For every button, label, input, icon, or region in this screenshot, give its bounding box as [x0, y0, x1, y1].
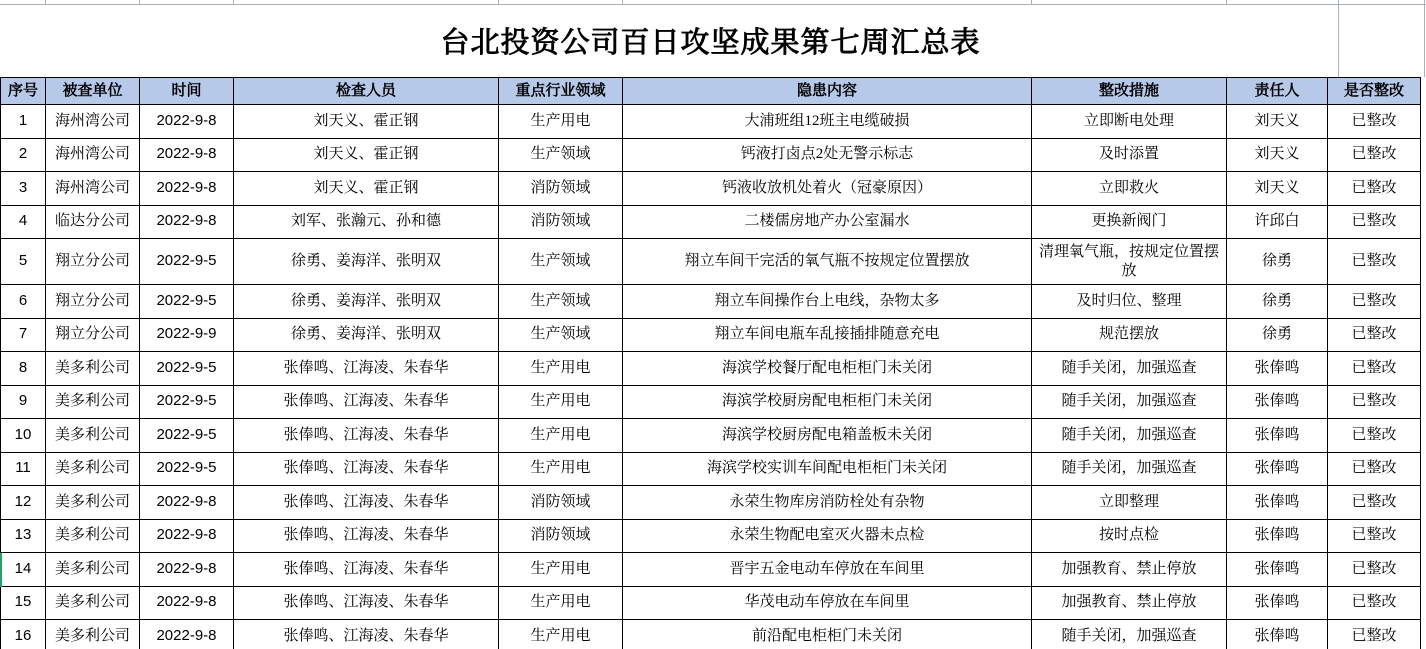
column-header-8[interactable]: 责任人: [1227, 78, 1328, 105]
cell[interactable]: 14: [1, 553, 46, 587]
table-row: [1, 620, 1421, 649]
cell[interactable]: 生产用电: [499, 452, 623, 486]
column-header-6[interactable]: 隐患内容: [623, 78, 1032, 105]
cell[interactable]: 徐勇、姜海洋、张明双: [234, 318, 499, 352]
cell[interactable]: 徐勇: [1227, 239, 1328, 285]
cell[interactable]: 随手关闭，加强巡查: [1032, 385, 1227, 419]
table-row: [1, 285, 1421, 319]
cell[interactable]: 已整改: [1328, 620, 1421, 649]
cell[interactable]: 随手关闭，加强巡查: [1032, 419, 1227, 453]
cell[interactable]: 徐勇: [1227, 285, 1328, 319]
cell[interactable]: 张俸鸣、江海凌、朱春华: [234, 586, 499, 620]
cell[interactable]: 美多利公司: [46, 452, 140, 486]
cell[interactable]: 生产用电: [499, 105, 623, 139]
cell[interactable]: 大浦班组12班主电缆破损: [623, 105, 1032, 139]
cell[interactable]: 及时归位、整理: [1032, 285, 1227, 319]
cell[interactable]: 2022-9-5: [140, 385, 234, 419]
cell[interactable]: 已整改: [1328, 239, 1421, 285]
cell[interactable]: 2022-9-8: [140, 519, 234, 553]
cell[interactable]: 晋宇五金电动车停放在车间里: [623, 553, 1032, 587]
cell[interactable]: 海滨学校餐厅配电柜柜门未关闭: [623, 352, 1032, 386]
cell[interactable]: 张俸鸣、江海凌、朱春华: [234, 620, 499, 649]
cell[interactable]: 2022-9-8: [140, 620, 234, 649]
cell[interactable]: 翔立车间操作台上电线，杂物太多: [623, 285, 1032, 319]
cell[interactable]: 华茂电动车停放在车间里: [623, 586, 1032, 620]
cell[interactable]: 11: [1, 452, 46, 486]
cell[interactable]: 规范摆放: [1032, 318, 1227, 352]
cell[interactable]: 2022-9-8: [140, 553, 234, 587]
cell[interactable]: 6: [1, 285, 46, 319]
cell[interactable]: 7: [1, 318, 46, 352]
table-row: [1, 452, 1421, 486]
cell[interactable]: 永荣生物配电室灭火器未点检: [623, 519, 1032, 553]
cell[interactable]: 16: [1, 620, 46, 649]
cell[interactable]: 翔立车间电瓶车乱接插排随意充电: [623, 318, 1032, 352]
cell[interactable]: 张俸鸣: [1227, 352, 1328, 386]
cell[interactable]: 刘天义、霍正钢: [234, 138, 499, 172]
column-header-2[interactable]: 被查单位: [46, 78, 140, 105]
cell[interactable]: 生产用电: [499, 586, 623, 620]
cell[interactable]: 张俸鸣、江海凌、朱春华: [234, 519, 499, 553]
cell[interactable]: 永荣生物库房消防栓处有杂物: [623, 486, 1032, 520]
cell[interactable]: 徐勇、姜海洋、张明双: [234, 239, 499, 285]
column-header-4[interactable]: 检查人员: [234, 78, 499, 105]
cell[interactable]: 美多利公司: [46, 352, 140, 386]
cell[interactable]: 消防领域: [499, 486, 623, 520]
table-row: [1, 205, 1421, 239]
cell[interactable]: 海州湾公司: [46, 138, 140, 172]
cell[interactable]: 15: [1, 586, 46, 620]
cell[interactable]: 海滨学校实训车间配电柜柜门未关闭: [623, 452, 1032, 486]
cell[interactable]: 消防领域: [499, 205, 623, 239]
cell[interactable]: 翔立车间干完活的氧气瓶不按规定位置摆放: [623, 239, 1032, 285]
cell[interactable]: 美多利公司: [46, 385, 140, 419]
cell[interactable]: 张俸鸣: [1227, 385, 1328, 419]
cell[interactable]: 徐勇: [1227, 318, 1328, 352]
cell[interactable]: 刘军、张瀚元、孙和德: [234, 205, 499, 239]
table-row: [1, 239, 1421, 285]
cell[interactable]: 生产领域: [499, 285, 623, 319]
cell[interactable]: 张俸鸣、江海凌、朱春华: [234, 385, 499, 419]
column-header-3[interactable]: 时间: [140, 78, 234, 105]
cell[interactable]: 已整改: [1328, 105, 1421, 139]
cell[interactable]: 前沿配电柜柜门未关闭: [623, 620, 1032, 649]
cell[interactable]: 2022-9-8: [140, 105, 234, 139]
cell[interactable]: 12: [1, 486, 46, 520]
cell[interactable]: 临达分公司: [46, 205, 140, 239]
cell[interactable]: 美多利公司: [46, 620, 140, 649]
cell[interactable]: 2: [1, 138, 46, 172]
cell[interactable]: 消防领域: [499, 519, 623, 553]
cell[interactable]: 已整改: [1328, 519, 1421, 553]
cell[interactable]: 美多利公司: [46, 419, 140, 453]
cell[interactable]: 5: [1, 239, 46, 285]
cell[interactable]: 翔立分公司: [46, 239, 140, 285]
cell[interactable]: 2022-9-5: [140, 352, 234, 386]
cell[interactable]: 生产领域: [499, 239, 623, 285]
cell[interactable]: 已整改: [1328, 553, 1421, 587]
cell[interactable]: 美多利公司: [46, 519, 140, 553]
table-row: [1, 419, 1421, 453]
cell[interactable]: 徐勇、姜海洋、张明双: [234, 285, 499, 319]
table-row: [1, 138, 1421, 172]
cell[interactable]: 2022-9-8: [140, 586, 234, 620]
cell[interactable]: 随手关闭，加强巡查: [1032, 352, 1227, 386]
cell[interactable]: 美多利公司: [46, 486, 140, 520]
cell[interactable]: 生产用电: [499, 352, 623, 386]
cell[interactable]: 刘天义、霍正钢: [234, 105, 499, 139]
cell[interactable]: 1: [1, 105, 46, 139]
cell[interactable]: 立即整理: [1032, 486, 1227, 520]
cell[interactable]: 生产领域: [499, 138, 623, 172]
cell[interactable]: 张俸鸣、江海凌、朱春华: [234, 553, 499, 587]
cell[interactable]: 2022-9-5: [140, 452, 234, 486]
cell[interactable]: 张俸鸣、江海凌、朱春华: [234, 452, 499, 486]
table-row: [1, 105, 1421, 139]
cell[interactable]: 生产领域: [499, 318, 623, 352]
cell[interactable]: 2022-9-8: [140, 172, 234, 206]
cell[interactable]: 已整改: [1328, 285, 1421, 319]
cell[interactable]: 张俸鸣: [1227, 519, 1328, 553]
cell[interactable]: 海州湾公司: [46, 172, 140, 206]
header-row: [1, 78, 1421, 105]
cell[interactable]: 生产用电: [499, 553, 623, 587]
cell[interactable]: 已整改: [1328, 452, 1421, 486]
cell[interactable]: 2022-9-5: [140, 239, 234, 285]
cell[interactable]: 翔立分公司: [46, 285, 140, 319]
cell[interactable]: 已整改: [1328, 419, 1421, 453]
cell[interactable]: 2022-9-5: [140, 419, 234, 453]
cell[interactable]: 已整改: [1328, 172, 1421, 206]
cell[interactable]: 已整改: [1328, 352, 1421, 386]
column-header-1[interactable]: 序号: [1, 78, 46, 105]
cell[interactable]: 张俸鸣、江海凌、朱春华: [234, 419, 499, 453]
cell[interactable]: 随手关闭，加强巡查: [1032, 452, 1227, 486]
cell[interactable]: 随手关闭，加强巡查: [1032, 620, 1227, 649]
cell[interactable]: 已整改: [1328, 385, 1421, 419]
cell[interactable]: 许邱白: [1227, 205, 1328, 239]
column-header-9[interactable]: 是否整改: [1328, 78, 1421, 105]
cell[interactable]: 刘天义: [1227, 172, 1328, 206]
cell[interactable]: 4: [1, 205, 46, 239]
cell[interactable]: 美多利公司: [46, 586, 140, 620]
cell[interactable]: 2022-9-5: [140, 285, 234, 319]
cell[interactable]: 2022-9-9: [140, 318, 234, 352]
table-row: [1, 172, 1421, 206]
cell[interactable]: 已整改: [1328, 318, 1421, 352]
cell[interactable]: 生产用电: [499, 419, 623, 453]
cell[interactable]: 3: [1, 172, 46, 206]
cell[interactable]: 刘天义: [1227, 138, 1328, 172]
cell[interactable]: 及时添置: [1032, 138, 1227, 172]
cell[interactable]: 二楼儒房地产办公室漏水: [623, 205, 1032, 239]
cell[interactable]: 海州湾公司: [46, 105, 140, 139]
summary-table: [0, 77, 1421, 649]
row-selection-marker: [0, 553, 2, 587]
table-row: [1, 486, 1421, 520]
cell[interactable]: 清理氧气瓶，按规定位置摆放: [1032, 239, 1227, 285]
cell[interactable]: 张俸鸣: [1227, 586, 1328, 620]
table-row: [1, 553, 1421, 587]
table-row: [1, 519, 1421, 553]
sheet-title: 台北投资公司百日攻坚成果第七周汇总表: [440, 27, 981, 59]
cell[interactable]: 13: [1, 519, 46, 553]
cell[interactable]: 张俸鸣: [1227, 620, 1328, 649]
cell[interactable]: 2022-9-8: [140, 486, 234, 520]
cell[interactable]: 立即救火: [1032, 172, 1227, 206]
cell[interactable]: 张俸鸣、江海凌、朱春华: [234, 352, 499, 386]
cell[interactable]: 美多利公司: [46, 553, 140, 587]
cell[interactable]: 张俸鸣: [1227, 486, 1328, 520]
cell[interactable]: 已整改: [1328, 586, 1421, 620]
cell[interactable]: 海滨学校厨房配电柜柜门未关闭: [623, 385, 1032, 419]
cell[interactable]: 按时点检: [1032, 519, 1227, 553]
cell[interactable]: 9: [1, 385, 46, 419]
column-header-5[interactable]: 重点行业领域: [499, 78, 623, 105]
cell[interactable]: 刘天义: [1227, 105, 1328, 139]
cell[interactable]: 张俸鸣、江海凌、朱春华: [234, 486, 499, 520]
table-row: [1, 318, 1421, 352]
cell[interactable]: 已整改: [1328, 205, 1421, 239]
cell[interactable]: 刘天义、霍正钢: [234, 172, 499, 206]
cell[interactable]: 钙液收放机处着火（冠豪原因）: [623, 172, 1032, 206]
table-row: [1, 586, 1421, 620]
cell[interactable]: 10: [1, 419, 46, 453]
cell[interactable]: 张俸鸣: [1227, 419, 1328, 453]
cell[interactable]: 加强教育、禁止停放: [1032, 586, 1227, 620]
gridline: [1424, 0, 1425, 77]
cell[interactable]: 张俸鸣: [1227, 452, 1328, 486]
cell[interactable]: 已整改: [1328, 486, 1421, 520]
cell[interactable]: 立即断电处理: [1032, 105, 1227, 139]
cell[interactable]: 翔立分公司: [46, 318, 140, 352]
cell[interactable]: 已整改: [1328, 138, 1421, 172]
cell[interactable]: 消防领域: [499, 172, 623, 206]
cell[interactable]: 加强教育、禁止停放: [1032, 553, 1227, 587]
cell[interactable]: 张俸鸣: [1227, 553, 1328, 587]
cell[interactable]: 8: [1, 352, 46, 386]
column-header-7[interactable]: 整改措施: [1032, 78, 1227, 105]
cell[interactable]: 海滨学校厨房配电箱盖板未关闭: [623, 419, 1032, 453]
table-row: [1, 385, 1421, 419]
cell[interactable]: 生产用电: [499, 385, 623, 419]
cell[interactable]: 钙液打卤点2处无警示标志: [623, 138, 1032, 172]
cell[interactable]: 生产用电: [499, 620, 623, 649]
cell[interactable]: 2022-9-8: [140, 138, 234, 172]
table-row: [1, 352, 1421, 386]
cell[interactable]: 2022-9-8: [140, 205, 234, 239]
cell[interactable]: 更换新阀门: [1032, 205, 1227, 239]
